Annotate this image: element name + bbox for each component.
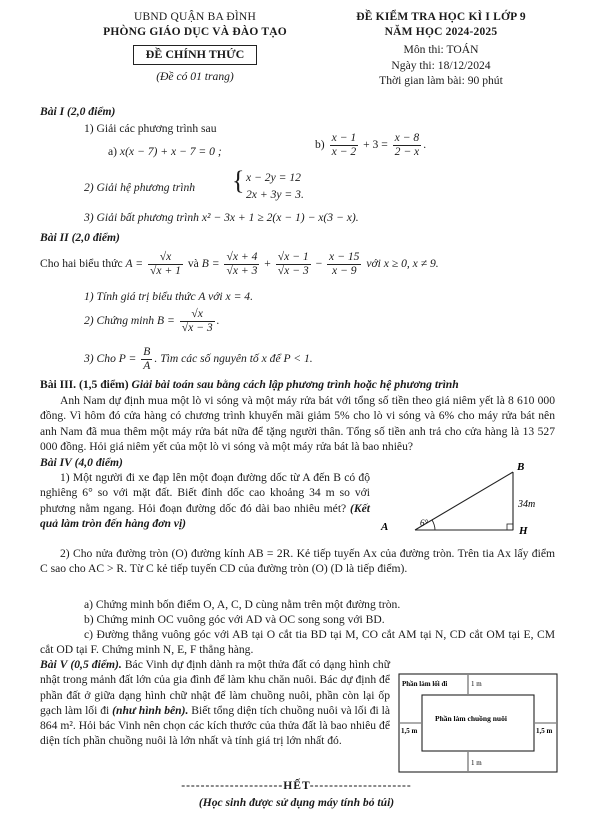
bai4-q2c: c) Đường thẳng vuông góc với AB tại O cắt tia BD tại M, CO cắt AM tại N, CD cắt OM tại E, CM cắt OD tại F. Chứng minh N, E, F thẳng hàng.: [40, 628, 555, 657]
bai1-q1a: [108, 144, 222, 159]
bai1-q1: 1) Giải các phương trình sau: [84, 122, 217, 135]
bai2-q3: 3) Cho P = $\frac{B}{A}$ . Tìm các số nguyên tố x để P < 1.: [84, 345, 313, 372]
a-eq: A =: [125, 256, 144, 270]
b-frac1: $\frac{√x + 4}{√x + 3}$: [226, 250, 258, 277]
bai5-text: Bài V (0,5 điểm). Bác Vinh dự định dành ra một thửa đất có dạng hình chữ nhật trong mảnh đất lớn của gia đình để làm khu chăn nuôi. Bác dự định để phần đất ở giữa dạng hình chữ nhật để làm chuồng nuôi, phần còn lại ốp gạch làm lối đi (như hình bên). Biết tổng diện tích chuồng nuôi và lối đi là 864 m². Hỏi bác Vinh nên chọn các kích thước của thửa đất là bao nhiêu để diện tích phần chuồng nuôi là lớn nhất và tính giá trị lớn nhất đó.: [40, 658, 390, 748]
header-left: [95, 10, 295, 84]
bai5-italic: (như hình bên).: [112, 703, 189, 717]
fig-label-a: A: [381, 521, 389, 533]
bai4-title: Bài IV (4,0 điểm): [40, 456, 123, 469]
q1a-expr: x(x − 7) + x − 7 = 0 ;: [119, 145, 222, 158]
exam-page: UBND QUẬN BA ĐÌNH PHÒNG GIÁO DỤC VÀ ĐÀO TẠO ĐỀ CHÍNH THỨC (Đề có 01 trang) ĐỀ KIỂM TRA HỌC KÌ I LỚP 9 NĂM HỌC 2024-2025 Môn thi: TOÁN Ngày thi: 18/12/2024 Thời gian làm bài: 90 phút Bài I (2,0 điểm) 1) Giải các phương trình sau a) x(x − 7) + x − 7 = 0 ; b) $\frac{x - 1}{x - 2}$ + 3 = $\frac{x - 8}{2 - x}$ . 2) Giải hệ phương trình { x − 2y = 12 2x + 3y = 3. 3) Giải bất phương trình x² − 3x + 1 ≥ 2(x − 1) − x(3 − x). Bài II (2,0 điểm) Cho hai biểu thức A = $\frac{√x}{√x + 1}$ và B = $\frac{√x + 4}{√x + 3}$ + $\frac{√x - 1}{√x - 3}$ − $\frac{x - 15}{x - 9}$ với x ≥ 0, x ≠ 9. 1) Tính giá trị biểu thức A với x = 4. 2) Chứng minh B = $\frac{√x}{√x - 3}$ . 3) Cho P = $\frac{B}{A}$ . Tìm các số nguyên tố x để P < 1. Bài III. (1,5 điểm) Giải bài toán sau bằng cách lập phương trình hoặc hệ phương trình Anh Nam dự định mua một lò vi sóng và một máy rửa bát với tổng số tiền theo giá niêm yết là 8 610 000 đồng. Vì hôm đó cửa hàng có chương trình khuyến mãi giảm 5% cho lò vi sóng và 6% cho máy rửa bát nên anh Nam đã mua thêm một máy rửa bát nữa để tặng người thân. Tổng số tiền anh trả cho cửa hàng là 13 527 000 đồng. Hỏi giá niêm yết của một lò vi sóng và một máy rửa bát là bao nhiêu? Bài IV (4,0 điểm) 1) Một người đi xe đạp lên một đoạn đường dốc từ A đến B có độ nghiêng 6° so với mặt đất. Biết đỉnh dốc cao khoảng 34 m so với phương nằm ngang. Hỏi đoạn đường dốc đó dài bao nhiêu mét? (Kết quả làm tròn đến hàng đơn vị) B A H 34m 6° 2) Cho nửa đường tròn (O) đường kính AB = 2R. Kẻ tiếp tuyến Ax của đường tròn. Trên tia Ax lấy điểm C sao cho AC > R. Từ C kẻ tiếp tuyến CD của đường tròn (O) (D là tiếp điểm). a) Chứng minh bốn điểm O, A, C, D cùng nằm trên một đường tròn. b) Chứng minh OC vuông góc với AD và OC song song với BD. c) Đường thẳng vuông góc với AB tại O cắt tia BD tại M, CO cắt AM tại N, CD cắt OM tại E, CM cắt OD tại F. Chứng minh N, E, F thẳng hàng. Bài V (0,5 điểm). Bác Vinh dự định dành ra một thửa đất có dạng hình chữ nhật trong mảnh đất lớn của gia đình để làm khu chăn nuôi. Bác dự định để phần đất ở giữa dạng hình chữ nhật để làm chuồng nuôi, phần còn lại ốp gạch làm lối đi (như hình bên). Biết tổng diện tích chuồng nuôi và lối đi là 864 m². Hỏi bác Vinh nên chọn các kích thước của thửa đất là bao nhiêu để diện tích phần chuồng nuôi là lớn nhất và tính giá trị lớn nhất đó. Phần làm lối đi 1 m 1 m 1,5 m 1,5 m Phần làm chuồng nuôi ---------------------HẾT--------------------- (Học sinh được sử dụng máy tính bỏ túi): [0, 0, 593, 836]
exam-title: ĐỀ KIỂM TRA HỌC KÌ I LỚP 9: [356, 11, 526, 23]
q1a-label: a): [108, 145, 118, 158]
bai4-q2b: b) Chứng minh OC vuông góc với AD và OC song song với BD.: [84, 613, 385, 626]
bai2-title: Bài II (2,0 điểm): [40, 231, 120, 244]
bai2-intro: Cho hai biểu thức: [40, 256, 123, 270]
a-frac: $\frac{√x}{√x + 1}$: [150, 250, 181, 277]
bai3-title-rest: Giải bài toán sau bằng cách lập phương trình hoặc hệ phương trình: [131, 378, 459, 391]
exam-date: Ngày thi: 18/12/2024: [391, 58, 491, 72]
bai4-q1-note: (Kết quả làm tròn đến hàng đơn vị): [40, 501, 371, 530]
b-frac3: $\frac{x - 15}{x - 9}$: [329, 250, 360, 277]
q1b-frac1: $\frac{x - 1}{x - 2}$: [331, 131, 357, 158]
bai2-q2: 2) Chứng minh B = $\frac{√x}{√x - 3}$ .: [84, 307, 220, 334]
q1b-mid: + 3 =: [363, 137, 388, 151]
q2-text: 2) Giải hệ phương trình: [84, 181, 196, 194]
fig-1m-top: 1 m: [471, 680, 482, 688]
b-frac2: $\frac{√x - 1}{√x - 3}$: [277, 250, 309, 277]
bai1-title: Bài I (2,0 điểm): [40, 105, 116, 118]
fig-15m-right: 1,5 m: [536, 727, 553, 735]
b-minus: −: [315, 256, 323, 270]
slope-figure: [375, 462, 550, 544]
fig-path-label: Phần làm lối đi: [402, 680, 448, 688]
bai5-title: Bài V (0,5 điểm).: [40, 658, 122, 671]
bai2-q1: 1) Tính giá trị biểu thức A với x = 4.: [84, 290, 254, 303]
bai4-q1: 1) Một người đi xe đạp lên một đoạn đường dốc từ A đến B có độ nghiêng 6° so với mặt đất. Biết đỉnh dốc cao khoảng 34 m so với phương nằm ngang. Hỏi đoạn đường dốc đó dài bao nhiêu mét? (Kết quả làm tròn đến hàng đơn vị): [40, 471, 371, 530]
bai1-q2: [84, 180, 195, 195]
bai3-paragraph: Anh Nam dự định mua một lò vi sóng và một máy rửa bát với tổng số tiền theo giá niêm yết là 8 610 000 đồng. Vì hôm đó cửa hàng có chương trình khuyến mãi giảm 5% cho lò vi sóng và 6% cho máy rửa bát nên anh Nam đã mua thêm một máy rửa bát nữa để tặng người thân. Tổng số tiền anh trả cho cửa hàng là 13 527 000 đồng. Hỏi giá niêm yết của một lò vi sóng và một máy rửa bát là bao nhiêu?: [40, 394, 555, 453]
end-marker: ---------------------HẾT---------------------: [181, 779, 412, 792]
pen-figure: [398, 673, 560, 775]
bai4-q2: 2) Cho nửa đường tròn (O) đường kính AB = 2R. Kẻ tiếp tuyến Ax của đường tròn. Trên tia Ax lấy điểm C sao cho AC > R. Từ C kẻ tiếp tuyến CD của đường tròn (O) (D là tiếp điểm).: [40, 547, 555, 576]
q1b-frac2: $\frac{x - 8}{2 - x}$: [394, 131, 420, 158]
and-word: và: [187, 256, 199, 270]
bai3-title-line: [40, 377, 459, 392]
system-eq2: 2x + 3y = 3.: [246, 188, 304, 201]
fig-1m-bottom: 1 m: [471, 759, 482, 767]
bai2-expressions: [40, 251, 439, 278]
pages-note: (Đề có 01 trang): [156, 70, 234, 84]
fig-label-h: H: [519, 525, 528, 537]
fig-height-label: 34m: [518, 499, 536, 510]
fig-pen-label: Phần làm chuồng nuôi: [435, 714, 507, 723]
exam-duration: Thời gian làm bài: 90 phút: [379, 73, 503, 87]
b-plus: +: [264, 256, 271, 270]
b-eq: B =: [201, 256, 220, 270]
fig-label-b: B: [517, 462, 525, 473]
q2-frac: $\frac{√x}{√x - 3}$: [181, 307, 213, 334]
bai4-q2a: a) Chứng minh bốn điểm O, A, C, D cùng nằm trên một đường tròn.: [84, 598, 401, 611]
district-name: UBND QUẬN BA ĐÌNH: [134, 11, 256, 23]
bai1-q3: 3) Giải bất phương trình x² − 3x + 1 ≥ 2(x − 1) − x(3 − x).: [84, 211, 359, 224]
system-eq1: x − 2y = 12: [246, 171, 301, 184]
official-label: ĐỀ CHÍNH THỨC: [133, 45, 258, 65]
b-cond: với x ≥ 0, x ≠ 9.: [366, 256, 439, 270]
department-name: PHÒNG GIÁO DỤC VÀ ĐÀO TẠO: [103, 26, 287, 39]
bai3-title: Bài III. (1,5 điểm): [40, 378, 129, 391]
fig-15m-left: 1,5 m: [401, 727, 418, 735]
header-right: [316, 10, 566, 88]
fig-angle-label: 6°: [420, 518, 429, 528]
school-year: NĂM HỌC 2024-2025: [384, 26, 498, 39]
bai1-q1b: b) $\frac{x - 1}{x - 2}$ + 3 = $\frac{x - 8}{2 - x}$ .: [315, 131, 427, 158]
calculator-note: (Học sinh được sử dụng máy tính bỏ túi): [198, 796, 395, 809]
q1b-label: b): [315, 137, 325, 151]
exam-subject: Môn thi: TOÁN: [403, 43, 479, 57]
q3-frac: $\frac{B}{A}$: [143, 345, 151, 372]
